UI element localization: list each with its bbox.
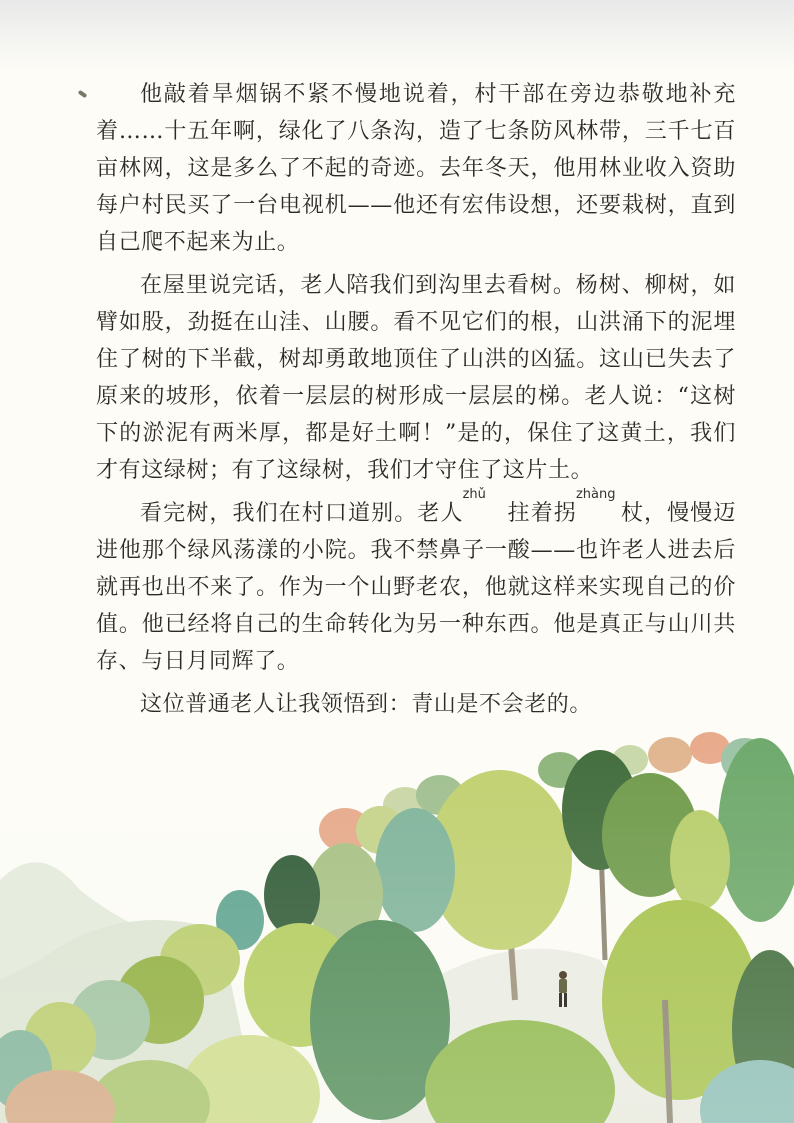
pinyin-zhang: zhàng: [575, 487, 616, 502]
paragraph-2: 在屋里说完话，老人陪我们到沟里去看树。杨树、柳树，如臂如股，劲挺在山洼、山腰。看不见它们的根，山洪涌下的泥埋住了树的下半截，树却勇敢地顶住了山洪的凶猛。这山已失去了原来的坡形，依着一层层的树形成一层层的梯。老人说：“这树下的淤泥有两米厚，都是好土啊！”是的，保住了这黄土，我们才有这绿树；有了这绿树，我们才守住了这片土。: [96, 273, 736, 483]
paragraph-3-part-1: 看完树，我们在村口道别。老人: [140, 501, 464, 526]
scan-mark: [78, 90, 88, 98]
paragraph-4: 这位普通老人让我领悟到：青山是不会老的。: [140, 692, 593, 717]
char-zhang: 杖: [620, 501, 644, 526]
paragraph-3-part-2: 着拐: [530, 501, 577, 526]
mist-overlay: [0, 700, 794, 1123]
annotated-char-zhang: [575, 487, 644, 532]
pinyin-zhu: zhǔ: [462, 487, 486, 502]
paragraph-3-part-3: ，慢慢迈进他那个绿风荡漾的小院。我不禁鼻子一酸——也许老人进去后就再也出不来了。作为一个山野老农，他就这样来实现自己的价值。他已经将自己的生命转化为另一种东西。他是真正与山川共存、与日月同辉了。: [96, 501, 736, 674]
paragraph-1: 他敲着旱烟锅不紧不慢地说着，村干部在旁边恭敬地补充着……十五年啊，绿化了八条沟，造了七条防风林带，三千七百亩林网，这是多么了不起的奇迹。去年冬天，他用林业收入资助每户村民买了一台电视机——他还有宏伟设想，还要栽树，直到自己爬不起来为止。: [96, 82, 736, 255]
paragraph-3: [96, 487, 736, 680]
page-top-shade: [0, 0, 794, 70]
walking-figure: [556, 970, 570, 1010]
article-body: [96, 76, 736, 729]
annotated-char-zhu: [462, 487, 531, 532]
forest-illustration: [0, 700, 794, 1123]
char-zhu: 拄: [507, 501, 531, 526]
